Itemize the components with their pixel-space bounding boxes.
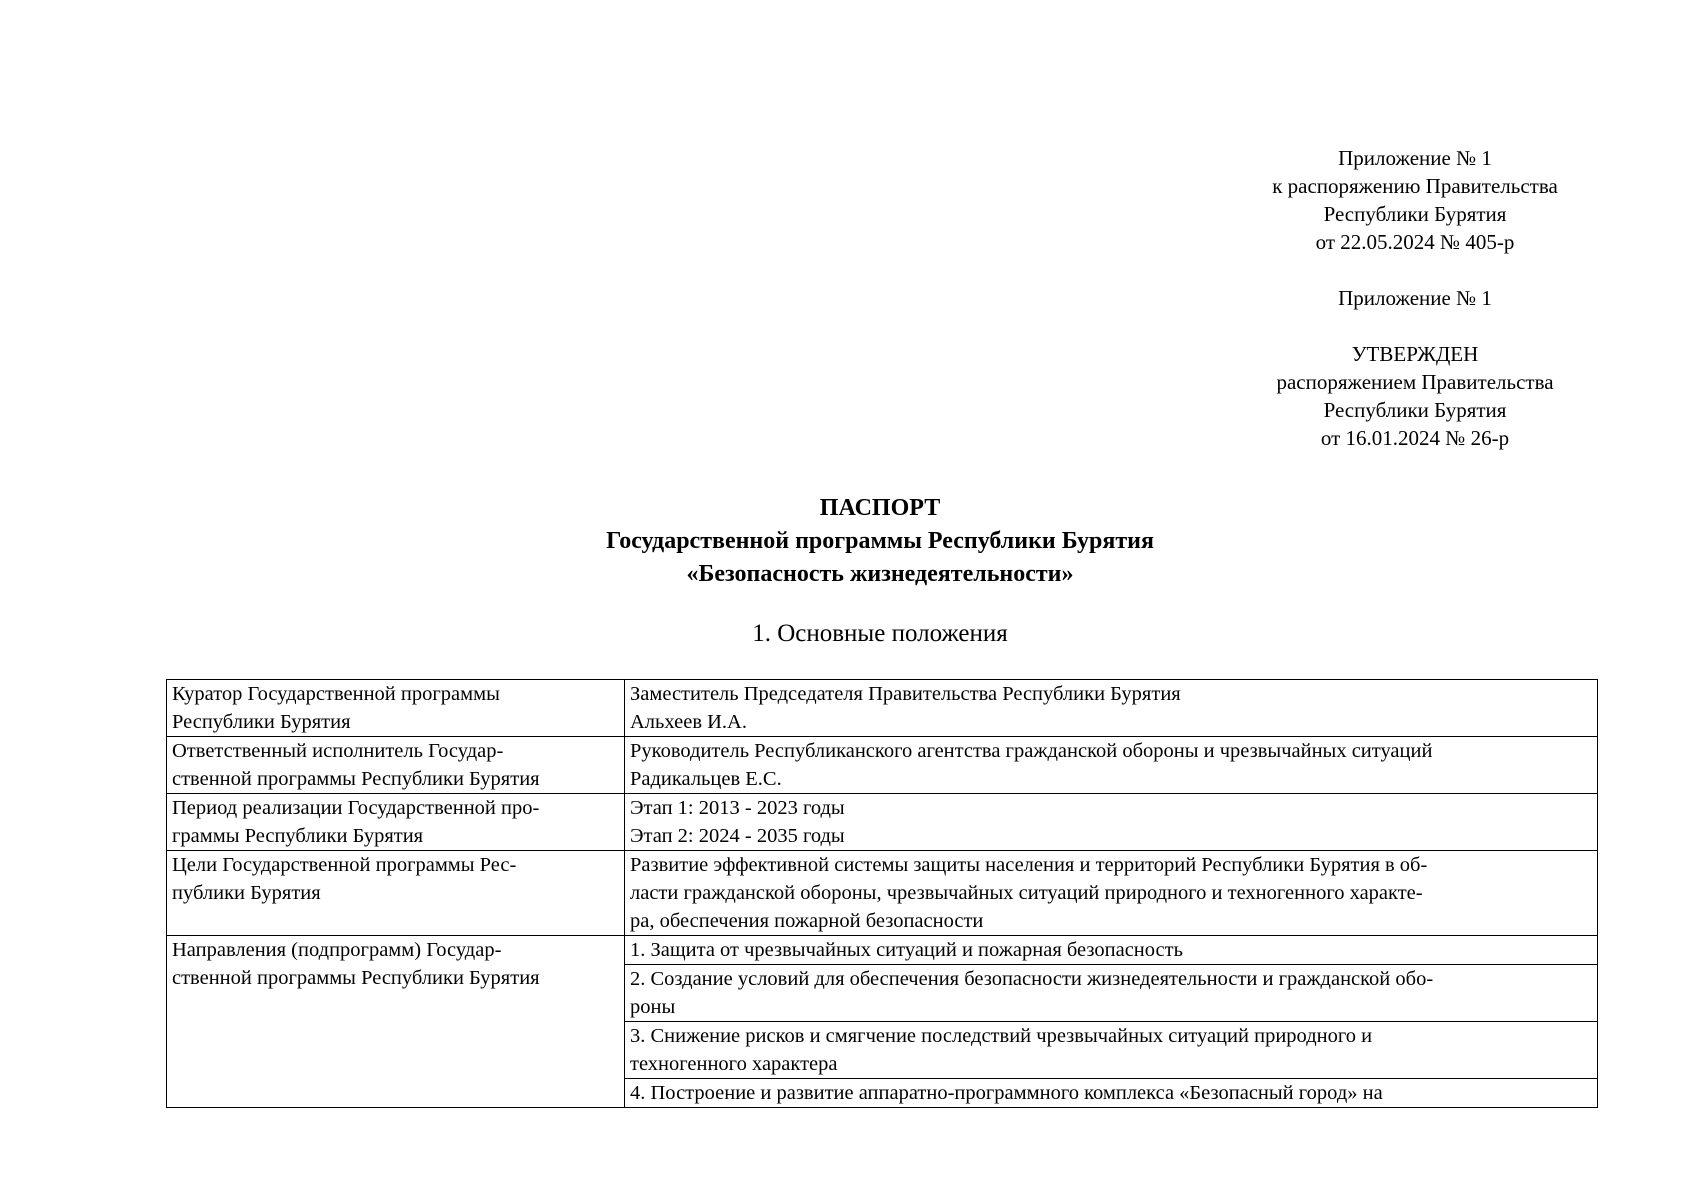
cell-line: Альхеев И.А. (630, 711, 747, 733)
approval-line: УТВЕРЖДЕН (1351, 342, 1479, 366)
approval-line: Республики Бурятия (1323, 202, 1507, 226)
row-value (625, 965, 1598, 1022)
table-row (167, 851, 1598, 936)
cell-line: публики Бурятия (172, 882, 321, 904)
cell-line: ра, обеспечения пожарной безопасности (630, 910, 984, 932)
cell-line: 2. Создание условий для обеспечения безопасности жизнедеятельности и гражданской обо- (630, 968, 1434, 990)
document-title (0, 492, 1698, 591)
table-row (167, 794, 1598, 851)
cell-line: ственной программы Республики Бурятия (172, 768, 540, 790)
row-label (167, 680, 625, 737)
cell-line: Цели Государственной программы Рес- (172, 854, 517, 876)
table-row (167, 680, 1598, 737)
title-line: «Безопасность жизнедеятельности» (686, 561, 1074, 587)
title-line: ПАСПОРТ (819, 495, 941, 521)
cell-line: Направления (подпрограмм) Государ- (172, 939, 502, 961)
row-label (167, 851, 625, 936)
cell-line: ственной программы Республики Бурятия (172, 967, 540, 989)
approval-line: Республики Бурятия (1323, 398, 1507, 422)
cell-line: Ответственный исполнитель Государ- (172, 740, 504, 762)
section-heading: 1. Основные положения (752, 620, 1008, 647)
row-label (167, 936, 625, 1108)
cell-line: Республики Бурятия (172, 711, 351, 733)
row-value (625, 737, 1598, 794)
cell-line: Руководитель Республиканского агентства гражданской обороны и чрезвычайных ситуаций (630, 740, 1433, 762)
approval-line: к распоряжению Правительства (1272, 174, 1558, 198)
approval-line: Приложение № 1 (1338, 286, 1492, 310)
cell-line: Радикальцев Е.С. (630, 768, 782, 790)
approval-line: от 22.05.2024 № 405-р (1315, 230, 1515, 254)
row-label (167, 794, 625, 851)
cell-line: Куратор Государственной программы (172, 683, 500, 705)
cell-line: 3. Снижение рисков и смягчение последствий чрезвычайных ситуаций природного и (630, 1025, 1373, 1047)
row-value (625, 680, 1598, 737)
row-value (625, 936, 1598, 965)
row-label (167, 737, 625, 794)
title-line: Государственной программы Республики Бурятия (606, 528, 1154, 554)
approval-line: Приложение № 1 (1338, 146, 1492, 170)
approval-line: распоряжением Правительства (1276, 370, 1554, 394)
approval-block-appendix (1230, 284, 1600, 312)
cell-line: Развитие эффективной системы защиты населения и территорий Республики Бурятия в об- (630, 854, 1428, 876)
cell-line: граммы Республики Бурятия (172, 825, 424, 847)
cell-line: Период реализации Государственной про- (172, 797, 540, 819)
approval-line: от 16.01.2024 № 26-р (1320, 426, 1510, 450)
cell-line: роны (630, 996, 676, 1018)
row-value (625, 1022, 1598, 1079)
passport-table (166, 679, 1598, 1108)
table-row (167, 737, 1598, 794)
approval-block-order (1230, 144, 1600, 256)
cell-line: Этап 1: 2013 - 2023 годы (630, 797, 845, 819)
cell-line: ласти гражданской обороны, чрезвычайных ситуаций природного и техногенного характе- (630, 882, 1423, 904)
cell-line: 4. Построение и развитие аппаратно-программного комплекса «Безопасный город» на (630, 1082, 1383, 1104)
row-value (625, 1079, 1598, 1108)
cell-line: 1. Защита от чрезвычайных ситуаций и пожарная безопасность (630, 939, 1183, 961)
cell-line: техногенного характера (630, 1053, 838, 1075)
cell-line: Заместитель Председателя Правительства Республики Бурятия (630, 683, 1181, 705)
cell-line: Этап 2: 2024 - 2035 годы (630, 825, 845, 847)
row-value (625, 794, 1598, 851)
row-value (625, 851, 1598, 936)
table-row (167, 936, 1598, 965)
approval-block-approved (1230, 340, 1600, 452)
